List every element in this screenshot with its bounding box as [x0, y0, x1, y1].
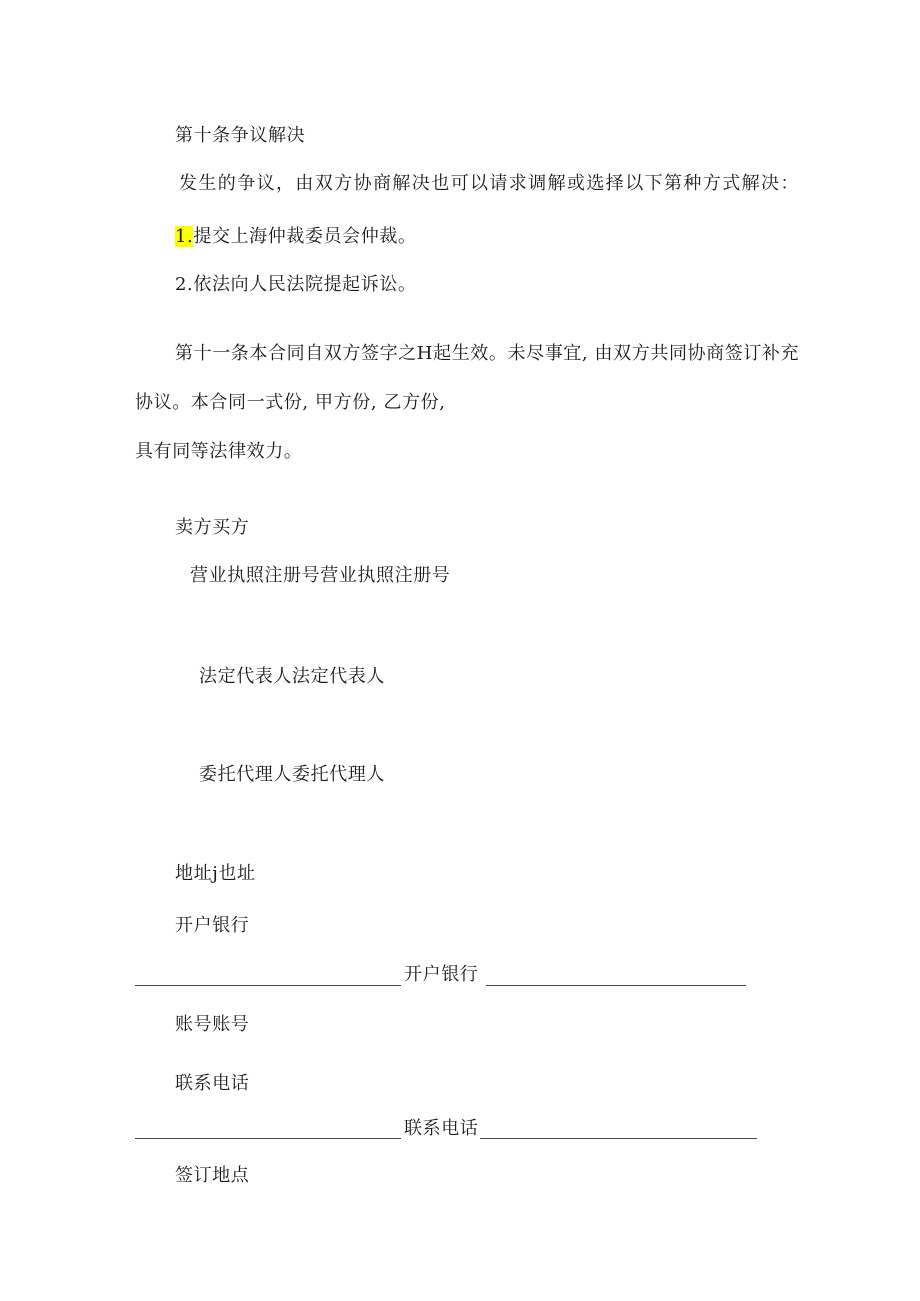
phone-label-buyer: 联系电话: [404, 1118, 479, 1139]
article10-title: 第十条争议解决: [175, 125, 306, 146]
parties-label: 卖方买方: [175, 517, 250, 538]
account-label: 账号账号: [175, 1014, 250, 1035]
sign-place-label: 签订地点: [175, 1165, 250, 1186]
seller-phone-blank: [135, 1138, 401, 1139]
article10-intro: 发生的争议，由双方协商解决也可以请求调解或选择以下第种方式解决：: [179, 173, 800, 194]
article10-option-1: [175, 225, 417, 249]
option-1-number: 1.: [175, 226, 194, 247]
buyer-phone-blank: [480, 1138, 757, 1139]
buyer-bank-blank: [486, 985, 746, 986]
agent-label: 委托代理人委托代理人: [199, 764, 385, 785]
article11-line-1: 第十一条本合同自双方签字之H起生效。未尽事宜, 由双方共同协商签订补充: [175, 343, 800, 364]
license-label: 营业执照注册号营业执照注册号: [190, 565, 451, 586]
option-1-text: 提交上海仲裁委员会仲裁。: [193, 226, 417, 247]
article11-line-2: 协议。本合同一式份, 甲方份, 乙方份,: [135, 392, 446, 413]
seller-bank-blank: [135, 985, 401, 986]
legal-rep-label: 法定代表人法定代表人: [199, 666, 385, 687]
article10-option-2: 2.依法向人民法院提起诉讼。: [175, 274, 417, 295]
bank-label-buyer: 开户银行: [404, 964, 479, 985]
phone-label-seller: 联系电话: [175, 1073, 250, 1094]
article11-line-3: 具有同等法律效力。: [135, 441, 303, 462]
address-label: 地址j也址: [175, 863, 256, 884]
bank-label-seller: 开户银行: [175, 915, 250, 936]
